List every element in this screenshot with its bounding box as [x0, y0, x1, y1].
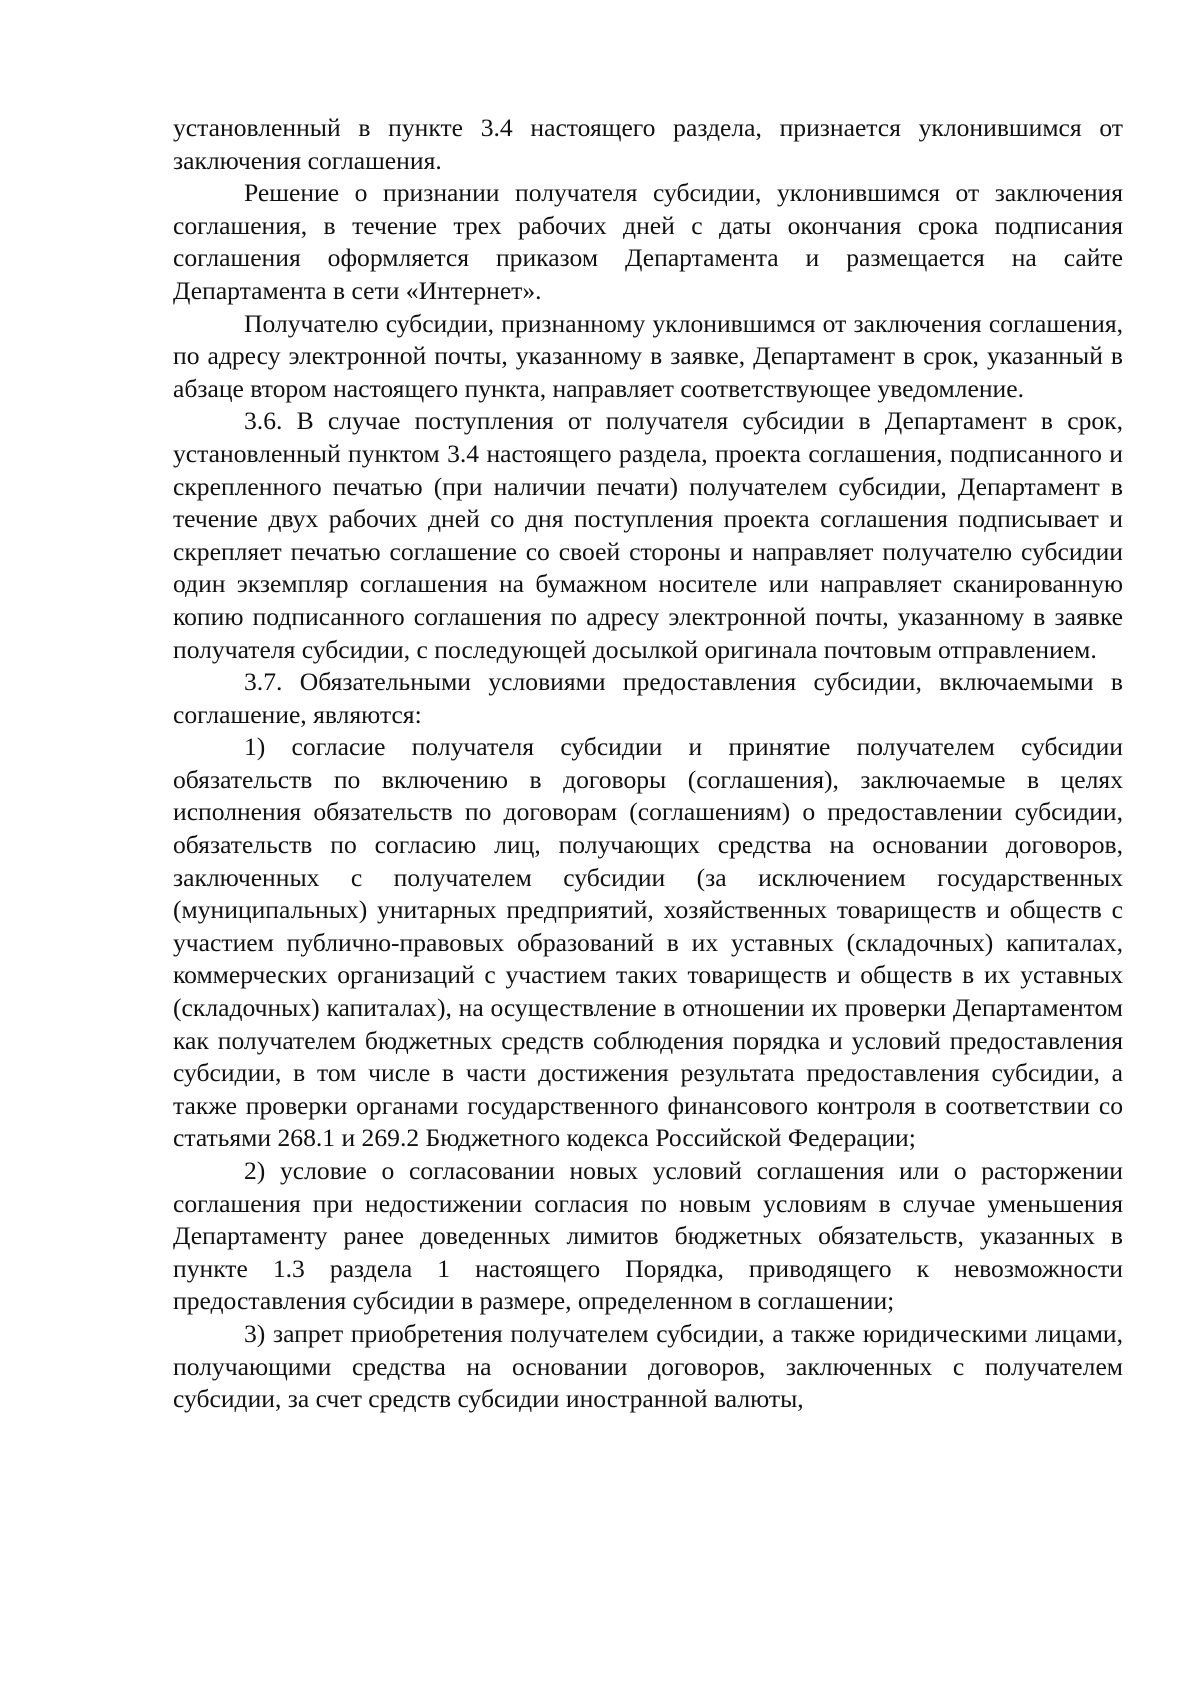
paragraph-clause-3-7: 3.7. Обязательными условиями предоставления субсидии, включаемыми в соглашение, являются:: [173, 667, 1123, 729]
paragraph-decision: Решение о признании получателя субсидии, уклонившимся от заключения соглашения, в течение трех рабочих дней с даты окончания срока подписания соглашения оформляется приказом Департамента и размещается на сайте Департамента в сети «Интернет».: [173, 178, 1123, 305]
document-body: [173, 112, 1123, 1416]
paragraph-clause-3-6: 3.6. В случае поступления от получателя субсидии в Департамент в срок, установленный пунктом 3.4 настоящего раздела, проекта соглашения, подписанного и скрепленного печатью (при наличии печати) получателем субсидии, Департамент в течение двух рабочих дней со дня поступления проекта соглашения подписывает и скрепляет печатью соглашение со своей стороны и направляет получателю субсидии один экземпляр соглашения на бумажном носителе или направляет сканированную копию подписанного соглашения по адресу электронной почты, указанному в заявке получателя субсидии, с последующей досылкой оригинала почтовым отправлением.: [173, 406, 1123, 664]
paragraph-continuation: установленный в пункте 3.4 настоящего раздела, признается уклонившимся от заключения соглашения.: [173, 113, 1123, 175]
list-item-2: 2) условие о согласовании новых условий соглашения или о расторжении соглашения при недостижении согласия по новым условиям в случае уменьшения Департаменту ранее доведенных лимитов бюджетных обязательств, указанных в пункте 1.3 раздела 1 настоящего Порядка, приводящего к невозможности предоставления субсидии в размере, определенном в соглашении;: [173, 1156, 1123, 1316]
list-item-1: 1) согласие получателя субсидии и принятие получателем субсидии обязательств по включению в договоры (соглашения), заключаемые в целях исполнения обязательств по договорам (соглашениям) о предоставлении субсидии, обязательств по согласию лиц, получающих средства на основании договоров, заключенных с получателем субсидии (за исключением государственных (муниципальных) унитарных предприятий, хозяйственных товариществ и обществ с участием публично-правовых образований в их уставных (складочных) капиталах, коммерческих организаций с участием таких товариществ и обществ в их уставных (складочных) капиталах), на осуществление в отношении их проверки Департаментом как получателем бюджетных средств соблюдения порядка и условий предоставления субсидии, в том числе в части достижения результата предоставления субсидии, а также проверки органами государственного финансового контроля в соответствии со статьями 268.1 и 269.2 Бюджетного кодекса Российской Федерации;: [173, 732, 1123, 1153]
list-item-3: 3) запрет приобретения получателем субсидии, а также юридическими лицами, получающими средства на основании договоров, заключенных с получателем субсидии, за счет средств субсидии иностранной валюты,: [173, 1318, 1123, 1414]
paragraph-notification: Получателю субсидии, признанному уклонившимся от заключения соглашения, по адресу электронной почты, указанному в заявке, Департамент в срок, указанный в абзаце втором настоящего пункта, направляет соответствующее уведомление.: [173, 308, 1123, 403]
